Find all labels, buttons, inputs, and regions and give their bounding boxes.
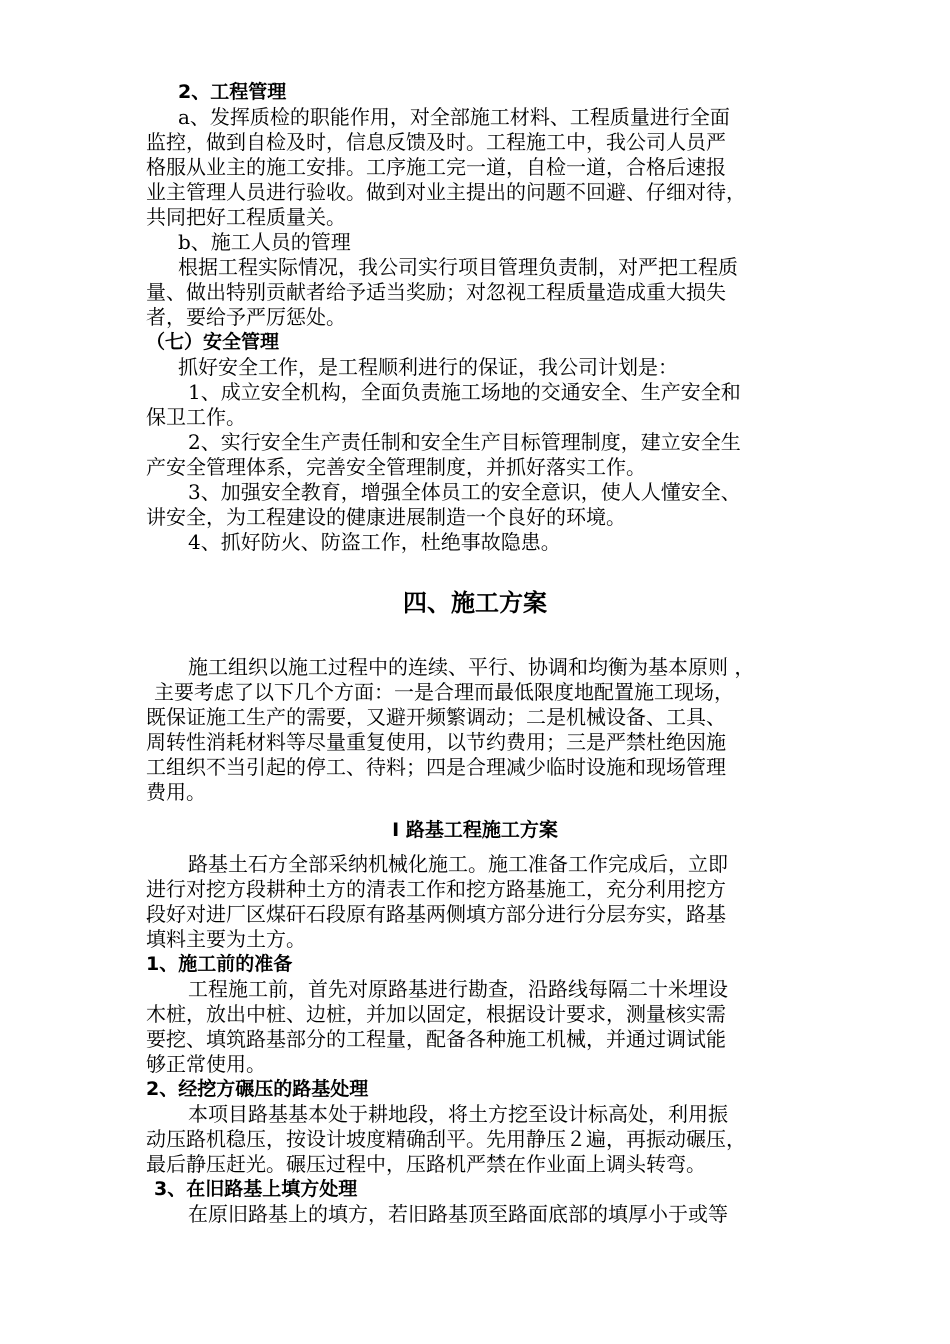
paragraph-line: 填料主要为土方。 — [146, 927, 306, 951]
paragraph-line: 监控，做到自检及时，信息反馈及时。工程施工中，我公司人员严 — [146, 130, 726, 154]
paragraph-line: 共同把好工程质量关。 — [146, 205, 346, 229]
roadbed-plan-title: I 路基工程施工方案 — [392, 819, 558, 841]
section-heading-engineering-management: 2、工程管理 — [178, 81, 287, 103]
paragraph-line: 本项目路基基本处于耕地段，将土方挖至设计标高处，利用振 — [188, 1102, 728, 1126]
paragraph-line: 要挖、填筑路基部分的工程量，配备各种施工机械，并通过调试能 — [146, 1027, 726, 1051]
paragraph-line: 量、做出特别贡献者给予适当奖励；对忽视工程质量造成重大损失 — [146, 280, 726, 304]
paragraph-line: 2、实行安全生产责任制和安全生产目标管理制度，建立安全生 — [188, 430, 741, 454]
paragraph-line: 抓好安全工作，是工程顺利进行的保证，我公司计划是： — [178, 355, 678, 379]
paragraph-line: 施工组织以施工过程中的连续、平行、协调和均衡为基本原则 ， — [188, 655, 755, 679]
paragraph-line: 既保证施工生产的需要，又避开频繁调动；二是机械设备、工具、 — [146, 705, 726, 729]
paragraph-line: 1、成立安全机构，全面负责施工场地的交通安全、生产安全和 — [188, 380, 741, 404]
paragraph-line: 周转性消耗材料等尽量重复使用，以节约费用；三是严禁杜绝因施 — [146, 730, 726, 754]
paragraph-line: 根据工程实际情况，我公司实行项目管理负责制，对严把工程质 — [178, 255, 738, 279]
paragraph-line: 工组织不当引起的停工、待料；四是合理减少临时设施和现场管理 — [146, 755, 726, 779]
paragraph-line: 者，要给予严厉惩处。 — [146, 305, 346, 329]
paragraph-line: 费用。 — [146, 780, 206, 804]
paragraph-line: 4、抓好防火、防盗工作，杜绝事故隐患。 — [188, 530, 561, 554]
paragraph-line: 产安全管理体系，完善安全管理制度，并抓好落实工作。 — [146, 455, 646, 479]
paragraph-line: 3、加强安全教育，增强全体员工的安全意识，使人人懂安全、 — [188, 480, 741, 504]
subsection-heading-fill-on-old-roadbed: 3、在旧路基上填方处理 — [154, 1178, 358, 1200]
paragraph-line: 工程施工前，首先对原路基进行勘查，沿路线每隔二十米埋设 — [188, 977, 728, 1001]
paragraph-line: 讲安全，为工程建设的健康进展制造一个良好的环境。 — [146, 505, 626, 529]
chapter-title: 四、施工方案 — [403, 589, 547, 617]
paragraph-line: 格服从业主的施工安排。工序施工完一道，自检一道，合格后速报 — [146, 155, 726, 179]
subsection-heading-preparation: 1、施工前的准备 — [146, 953, 293, 975]
section-heading-safety-management: （七）安全管理 — [146, 331, 280, 353]
paragraph-line: 段好对进厂区煤矸石段原有路基两侧填方部分进行分层夯实，路基 — [146, 902, 726, 926]
paragraph-line: 够正常使用。 — [146, 1052, 266, 1076]
paragraph-line: 进行对挖方段耕种土方的清表工作和挖方路基施工，充分利用挖方 — [146, 877, 726, 901]
subsection-heading-compaction: 2、经挖方碾压的路基处理 — [146, 1078, 369, 1100]
paragraph-line: 最后静压赶光。碾压过程中，压路机严禁在作业面上调头转弯。 — [146, 1152, 706, 1176]
paragraph-line: 在原旧路基上的填方，若旧路基顶至路面底部的填厚小于或等 — [188, 1202, 728, 1226]
paragraph-line: 保卫工作。 — [146, 405, 246, 429]
paragraph-line: 主要考虑了以下几个方面：一是合理而最低限度地配置施工现场， — [154, 680, 734, 704]
paragraph-line: 路基土石方全部采纳机械化施工。施工准备工作完成后，立即 — [188, 852, 728, 876]
paragraph-line: 业主管理人员进行验收。做到对业主提出的问题不回避、仔细对待， — [146, 180, 746, 204]
paragraph-line: a、发挥质检的职能作用，对全部施工材料、工程质量进行全面 — [178, 105, 730, 129]
paragraph-line: b、施工人员的管理 — [178, 230, 351, 254]
paragraph-line: 动压路机稳压，按设计坡度精确刮平。先用静压２遍，再振动碾压， — [146, 1127, 746, 1151]
paragraph-line: 木桩，放出中桩、边桩，并加以固定，根据设计要求，测量核实需 — [146, 1002, 726, 1026]
